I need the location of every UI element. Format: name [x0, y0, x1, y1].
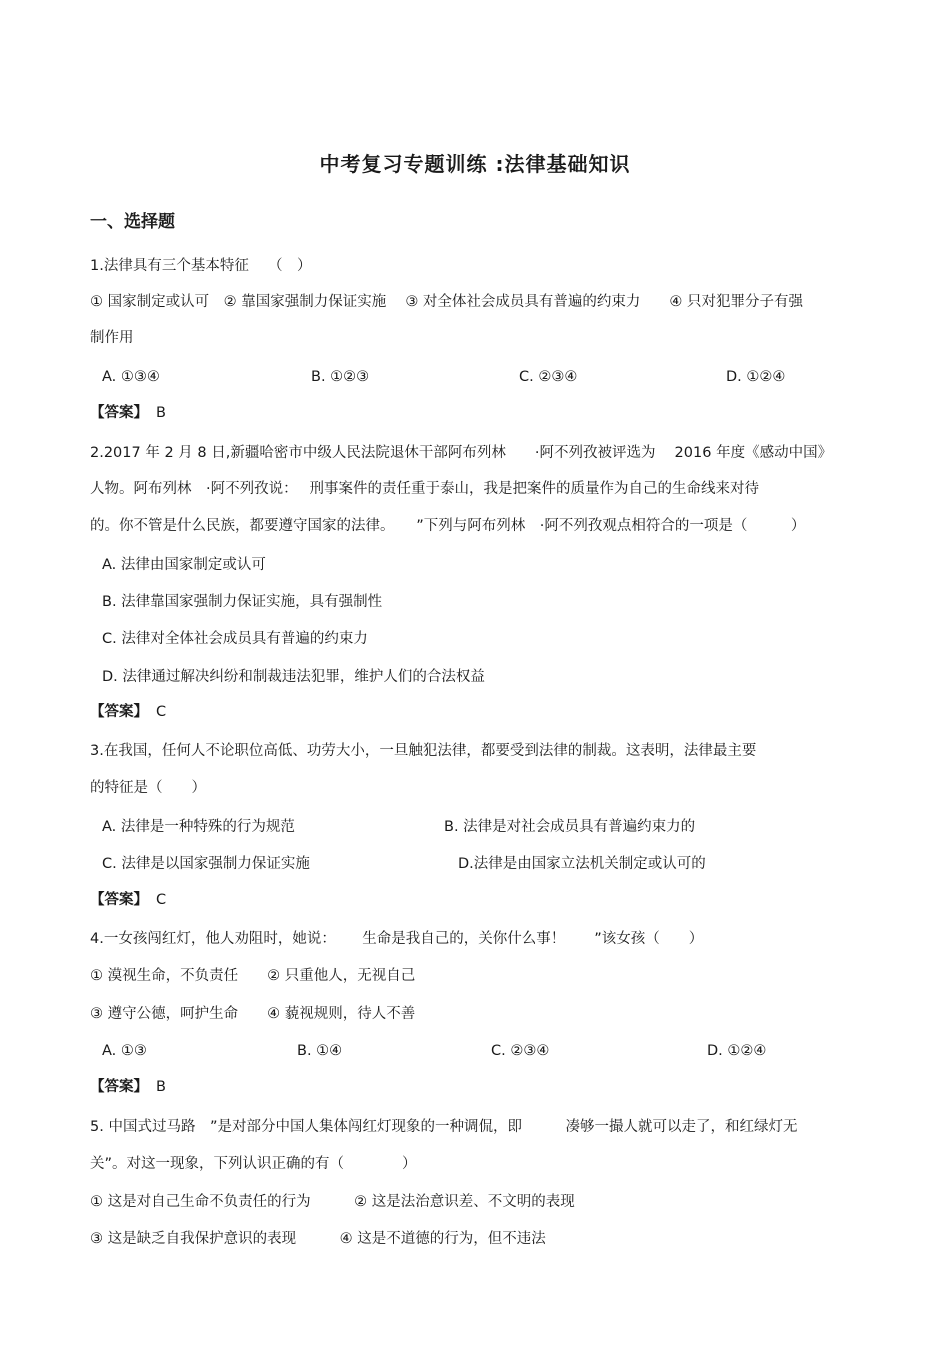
q3-answer — [90, 890, 166, 910]
q4-option-a: A. ①③ — [102, 1043, 147, 1059]
answer-label: 【答案】 — [90, 892, 148, 908]
q4-option-c: C. ②③④ — [491, 1043, 550, 1059]
section-heading: 一、选择题 — [90, 212, 175, 232]
q1-answer — [90, 403, 166, 423]
answer-value: C — [156, 704, 167, 720]
q4-answer — [90, 1077, 166, 1097]
q2-stem-cont: 人物。阿布列林 ·阿不列孜说： 刑事案件的责任重于泰山，我是把案件的质量作为自己的生命线来对待 — [90, 481, 759, 497]
q4-option-b: B. ①④ — [297, 1043, 343, 1059]
q2-stem: 2.2017 年 2 月 8 日,新疆哈密市中级人民法院退休干部阿布列林 ·阿不列孜被评选为 2016 年度《感动中国》 — [90, 445, 833, 461]
q4-option-d: D. ①②④ — [707, 1043, 767, 1059]
q4-statements: ① 漠视生命，不负责任 ② 只重他人，无视自己 — [90, 968, 416, 984]
answer-label: 【答案】 — [90, 405, 148, 421]
q5-statements: ① 这是对自己生命不负责任的行为 ② 这是法治意识差、不文明的表现 — [90, 1194, 575, 1210]
q3-stem-cont: 的特征是（ ） — [90, 780, 206, 796]
answer-label: 【答案】 — [90, 1079, 148, 1095]
answer-label: 【答案】 — [90, 704, 148, 720]
q1-statements: ① 国家制定或认可 ② 靠国家强制力保证实施 ③ 对全体社会成员具有普遍的约束力 ④ 只对犯罪分子有强 — [90, 294, 804, 310]
q2-option-c: C. 法律对全体社会成员具有普遍的约束力 — [102, 631, 368, 647]
answer-value: B — [156, 1079, 166, 1095]
q3-stem: 3.在我国，任何人不论职位高低、功劳大小，一旦触犯法律，都要受到法律的制裁。这表明，法律最主要 — [90, 743, 757, 759]
q5-stem: 5. 中国式过马路 ”是对部分中国人集体闯红灯现象的一种调侃，即 凑够一撮人就可以走了，和红绿灯无 — [90, 1119, 798, 1135]
q3-option-a: A. 法律是一种特殊的行为规范 — [102, 819, 295, 835]
q4-stem: 4.一女孩闯红灯，他人劝阻时，她说： 生命是我自己的，关你什么事！ ”该女孩（ ） — [90, 931, 704, 947]
q2-stem-cont-2: 的。你不管是什么民族，都要遵守国家的法律。 ”下列与阿布列林 ·阿不列孜观点相符合的一项是（ ） — [90, 518, 806, 534]
q1-stem: 1.法律具有三个基本特征 （ ） — [90, 258, 312, 274]
q3-option-d: D.法律是由国家立法机关制定或认可的 — [458, 856, 706, 872]
page-title: 中考复习专题训练 :法律基础知识 — [319, 152, 631, 176]
q4-statements-cont: ③ 遵守公德，呵护生命 ④ 藐视规则，待人不善 — [90, 1006, 416, 1022]
q3-option-b: B. 法律是对社会成员具有普遍约束力的 — [444, 819, 696, 835]
q3-option-c: C. 法律是以国家强制力保证实施 — [102, 856, 310, 872]
answer-value: C — [156, 892, 167, 908]
q1-option-a: A. ①③④ — [102, 369, 160, 385]
q2-answer — [90, 702, 166, 722]
q1-option-c: C. ②③④ — [519, 369, 578, 385]
q1-option-d: D. ①②④ — [726, 369, 786, 385]
q1-statements-cont: 制作用 — [90, 330, 134, 346]
q5-stem-cont: 关”。对这一现象，下列认识正确的有（ ） — [90, 1156, 417, 1172]
q5-statements-cont: ③ 这是缺乏自我保护意识的表现 ④ 这是不道德的行为，但不违法 — [90, 1231, 546, 1247]
q1-option-b: B. ①②③ — [311, 369, 370, 385]
q2-option-b: B. 法律靠国家强制力保证实施，具有强制性 — [102, 594, 383, 610]
q2-option-a: A. 法律由国家制定或认可 — [102, 557, 266, 573]
q2-option-d: D. 法律通过解决纠纷和制裁违法犯罪，维护人们的合法权益 — [102, 669, 485, 685]
answer-value: B — [156, 405, 166, 421]
